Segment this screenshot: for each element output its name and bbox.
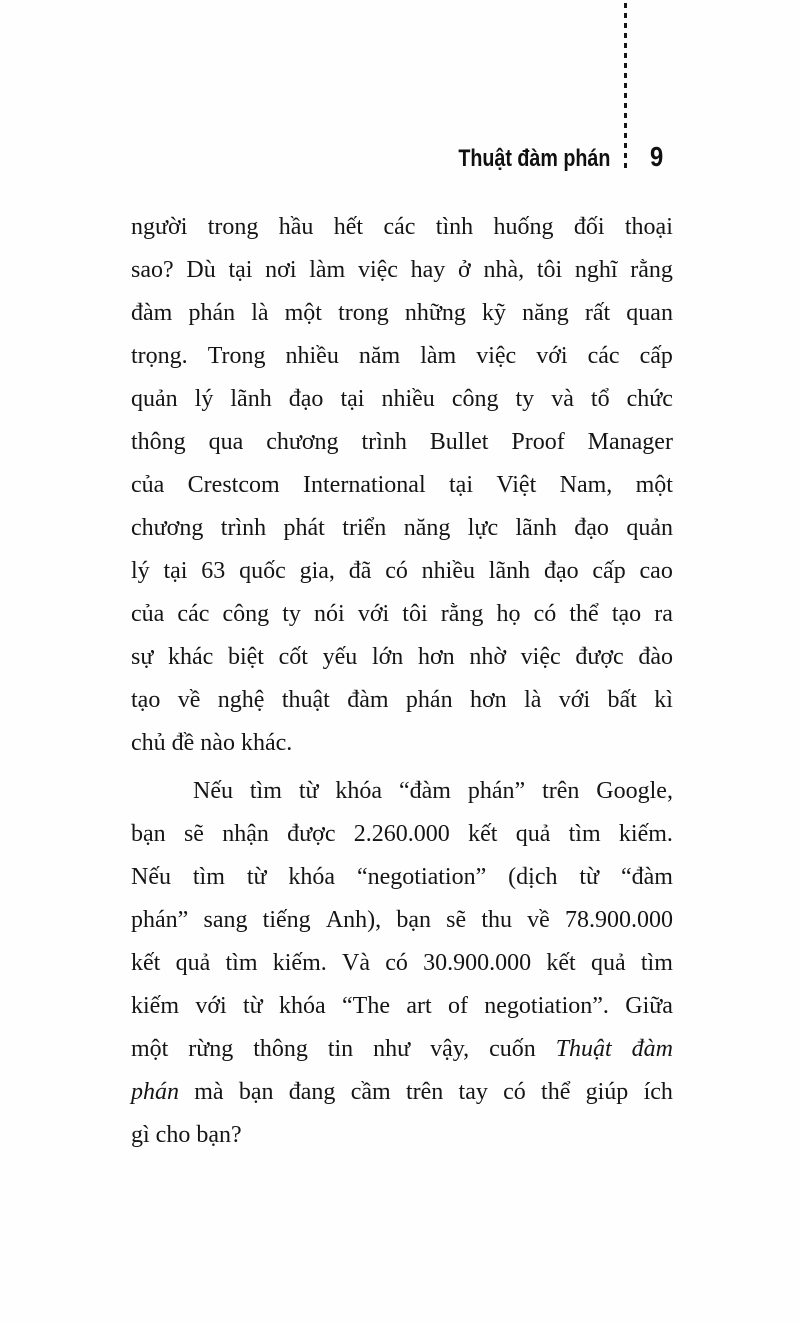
running-head-book-title: Thuật đàm phán <box>458 145 610 172</box>
text-line: gì cho bạn? <box>131 1122 242 1148</box>
text-line: thông qua chương trình Bullet Proof Manager <box>131 429 673 455</box>
text-line: sao? Dù tại nơi làm việc hay ở nhà, tôi nghĩ rằng <box>131 257 673 283</box>
text-line: kết quả tìm kiếm. Và có 30.900.000 kết quả tìm <box>131 950 673 976</box>
text-line: người trong hầu hết các tình huống đối thoại <box>131 214 673 240</box>
text-line: Nếu tìm từ khóa “negotiation” (dịch từ “đàm <box>131 864 673 890</box>
text-line: đàm phán là một trong những kỹ năng rất quan <box>131 300 673 326</box>
text-line: kiếm với từ khóa “The art of negotiation”. Giữa <box>131 993 673 1019</box>
text-line: bạn sẽ nhận được 2.260.000 kết quả tìm kiếm. <box>131 821 673 847</box>
text-line: của các công ty nói với tôi rằng họ có thể tạo ra <box>131 601 673 627</box>
text-line: sự khác biệt cốt yếu lớn hơn nhờ việc được đào <box>131 644 673 670</box>
text-line: lý tại 63 quốc gia, đã có nhiều lãnh đạo cấp cao <box>131 558 673 584</box>
text-line: trọng. Trong nhiều năm làm việc với các cấp <box>131 343 673 369</box>
text-line: chủ đề nào khác. <box>131 730 293 756</box>
text-line: phán” sang tiếng Anh), bạn sẽ thu về 78.900.000 <box>131 907 673 933</box>
text-line: phán mà bạn đang cầm trên tay có thể giúp ích <box>131 1079 673 1105</box>
body-text <box>131 206 673 1157</box>
text-line: một rừng thông tin như vậy, cuốn Thuật đàm <box>131 1036 673 1062</box>
text-line: quản lý lãnh đạo tại nhiều công ty và tổ chức <box>131 386 673 412</box>
text-line: Nếu tìm từ khóa “đàm phán” trên Google, <box>193 778 673 804</box>
text-line: chương trình phát triển năng lực lãnh đạo quản <box>131 515 673 541</box>
page-number: 9 <box>650 141 664 172</box>
text-line: tạo về nghệ thuật đàm phán hơn là với bất kì <box>131 687 673 713</box>
dotted-divider-line <box>624 3 627 173</box>
text-line: của Crestcom International tại Việt Nam, một <box>131 472 673 498</box>
